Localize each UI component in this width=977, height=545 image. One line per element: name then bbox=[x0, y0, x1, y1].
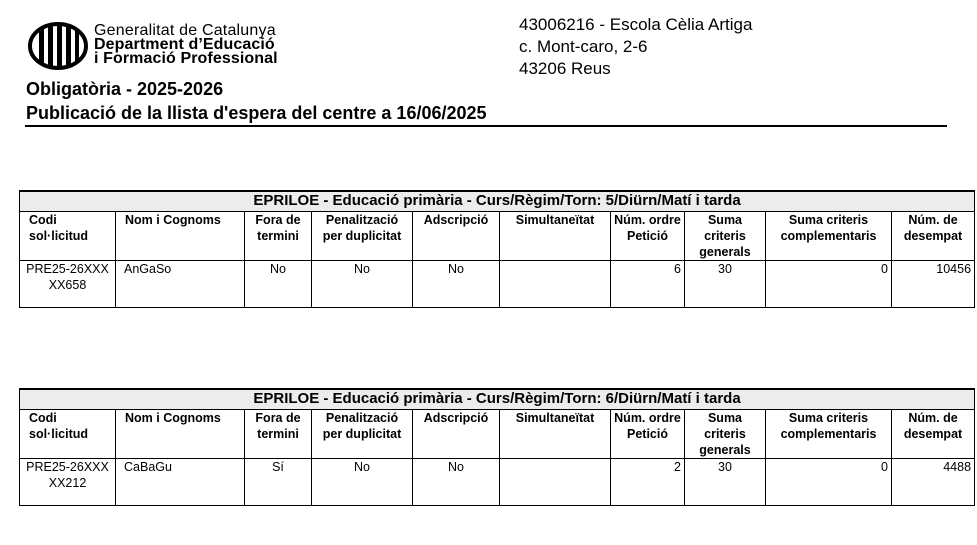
cell-codi: PRE25-26XXXXX212 bbox=[20, 459, 116, 506]
col-header-generals: Suma criteris generals bbox=[685, 212, 766, 261]
cell-complementaris: 0 bbox=[766, 459, 892, 506]
cell-desempat: 4488 bbox=[892, 459, 975, 506]
cell-fora: Sí bbox=[245, 459, 312, 506]
cell-ordre: 6 bbox=[611, 261, 685, 308]
org-line-3: i Formació Professional bbox=[94, 50, 278, 67]
col-header-desempat: Núm. de desempat bbox=[892, 212, 975, 261]
col-header-desempat: Núm. de desempat bbox=[892, 410, 975, 459]
col-header-adscripcio: Adscripció bbox=[413, 212, 500, 261]
cell-generals: 30 bbox=[685, 261, 766, 308]
cell-codi: PRE25-26XXXXX658 bbox=[20, 261, 116, 308]
table-row bbox=[20, 459, 975, 506]
cell-nom: CaBaGu bbox=[116, 459, 245, 506]
cell-simult bbox=[500, 459, 611, 506]
col-header-simult: Simultaneïtat bbox=[500, 212, 611, 261]
col-header-adscripcio: Adscripció bbox=[413, 410, 500, 459]
col-header-fora: Fora de termini bbox=[245, 410, 312, 459]
waiting-list-table bbox=[19, 190, 975, 308]
cell-adscripcio: No bbox=[413, 459, 500, 506]
org-line-2: Department d’Educació bbox=[94, 36, 275, 53]
cell-penal: No bbox=[312, 459, 413, 506]
page-subtitle: Publicació de la llista d'espera del centre a 16/06/2025 bbox=[26, 103, 487, 123]
col-header-nom: Nom i Cognoms bbox=[116, 212, 245, 261]
cell-nom: AnGaSo bbox=[116, 261, 245, 308]
col-header-penal: Penalització per duplicitat bbox=[312, 410, 413, 459]
cell-ordre: 2 bbox=[611, 459, 685, 506]
table-row bbox=[20, 261, 975, 308]
table-caption: EPRILOE - Educació primària - Curs/Règim/Torn: 6/Diürn/Matí i tarda bbox=[20, 389, 975, 410]
col-header-nom: Nom i Cognoms bbox=[116, 410, 245, 459]
col-header-fora: Fora de termini bbox=[245, 212, 312, 261]
cell-penal: No bbox=[312, 261, 413, 308]
col-header-complementaris: Suma criteris complementaris bbox=[766, 212, 892, 261]
col-header-complementaris: Suma criteris complementaris bbox=[766, 410, 892, 459]
col-header-codi: Codi sol·licitud bbox=[20, 410, 116, 459]
page-title: Obligatòria - 2025-2026 bbox=[26, 79, 224, 99]
cell-fora: No bbox=[245, 261, 312, 308]
cell-complementaris: 0 bbox=[766, 261, 892, 308]
cell-generals: 30 bbox=[685, 459, 766, 506]
cell-desempat: 10456 bbox=[892, 261, 975, 308]
col-header-ordre: Núm. ordre Petició bbox=[611, 410, 685, 459]
school-address bbox=[519, 14, 752, 80]
generalitat-logo bbox=[28, 22, 88, 70]
waiting-list-table bbox=[19, 388, 975, 506]
cell-simult bbox=[500, 261, 611, 308]
col-header-generals: Suma criteris generals bbox=[685, 410, 766, 459]
school-city: 43206 Reus bbox=[519, 59, 611, 78]
org-line-1: Generalitat de Catalunya bbox=[94, 22, 276, 39]
title-divider bbox=[25, 125, 947, 127]
school-street: c. Mont-caro, 2-6 bbox=[519, 37, 648, 56]
col-header-simult: Simultaneïtat bbox=[500, 410, 611, 459]
organization-name bbox=[94, 24, 278, 66]
col-header-codi: Codi sol·licitud bbox=[20, 212, 116, 261]
table-caption: EPRILOE - Educació primària - Curs/Règim/Torn: 5/Diürn/Matí i tarda bbox=[20, 191, 975, 212]
cell-adscripcio: No bbox=[413, 261, 500, 308]
col-header-ordre: Núm. ordre Petició bbox=[611, 212, 685, 261]
col-header-penal: Penalització per duplicitat bbox=[312, 212, 413, 261]
school-name: 43006216 - Escola Cèlia Artiga bbox=[519, 15, 753, 34]
